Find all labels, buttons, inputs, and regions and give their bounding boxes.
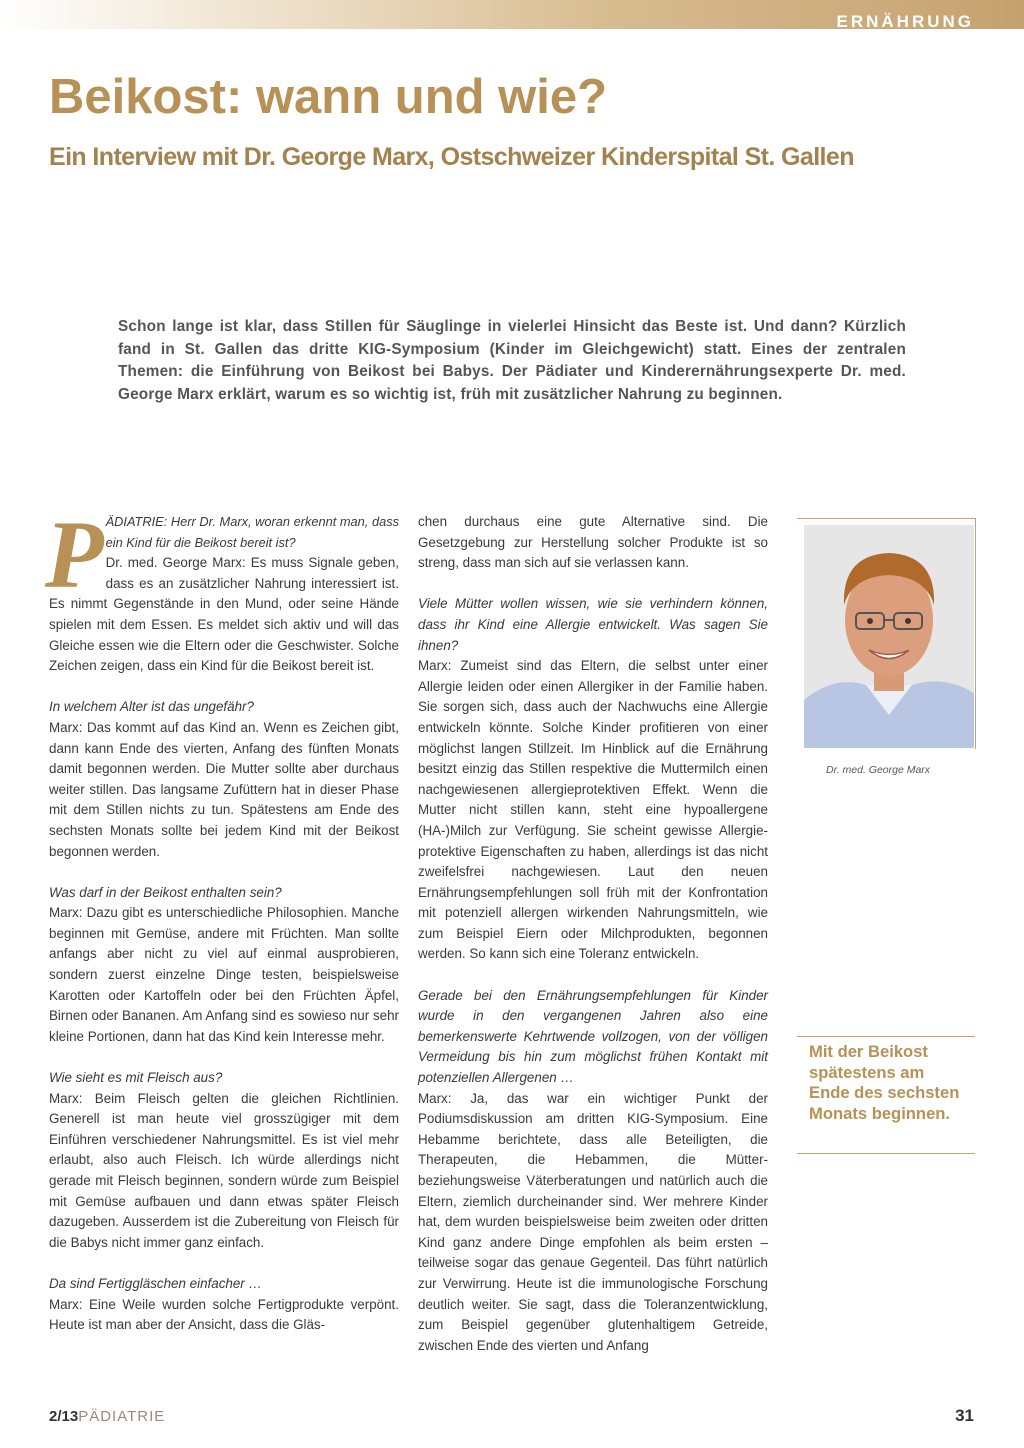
speaker: Marx: xyxy=(49,1296,83,1312)
speaker: Marx: xyxy=(49,1090,83,1106)
lead-paragraph: Schon lange ist klar, dass Stillen für Säuglinge in vielerlei Hinsicht das Beste ist. Und dann? Kürzlich fand in St. Gallen das dritte KIG-Symposium (Kinder im Gleichgewicht) statt. Eines der zentralen Themen: die Einführung von Beikost bei Babys. Der Pädiater und Kinderernährungsexperte Dr. med. George Marx erklärt, warum es so wichtig ist, früh mit zusätzlicher Nahrung zu beginnen. xyxy=(118,318,906,403)
article-title: Beikost: wann und wie? xyxy=(49,70,608,124)
drop-cap: P xyxy=(45,501,104,608)
answer-continued: chen durchaus eine gute Alternative sind. Die Gesetzgebung zur Herstellung solcher Produkte ist so streng, dass man sich auf sie verlassen kann. xyxy=(418,514,768,571)
question: Viele Mütter wollen wissen, wie sie verhindern können, dass ihr Kind eine Allergie entwickelt. Was sagen Sie ihnen? xyxy=(418,596,768,653)
portrait-illustration xyxy=(804,525,974,748)
section-label: ERNÄHRUNG xyxy=(836,12,974,31)
footer-issue xyxy=(49,1408,165,1425)
question: Da sind Fertiggläschen einfacher … xyxy=(49,1275,262,1291)
question: Wie sieht es mit Fleisch aus? xyxy=(49,1070,223,1086)
answer: Marx: Eine Weile wurden solche Fertigprodukte verpönt. Heute ist man aber der Ansicht, dass die Gläs- xyxy=(49,1296,399,1333)
answer: Marx: Dazu gibt es unterschiedliche Philosophien. Manche beginnen mit Gemüse, andere mit Früchten. Man sollte anfangs aber nicht zu viel auf einmal ausprobieren, sondern zuerst einzelne Dinge testen, beispielsweise Karotten oder Kartoffeln oder bei den Früchten Äpfel, Birnen oder Bananen. Am Anfang sind es sowieso nur sehr kleine Portionen, dann hat das Kind kein Interesse mehr. xyxy=(49,905,399,1044)
magazine-name: PÄDIATRIE xyxy=(78,1408,166,1425)
question: Gerade bei den Ernährungsempfehlungen für Kinder wurde in den vergangenen Jahren also eine bemerkenswerte Kehrtwende vollzogen, von der völligen Vermeidung bis hin zum möglichst frühen Kontakt mit potenziellen Allergenen … xyxy=(418,987,768,1086)
text-column-2 xyxy=(418,512,768,1356)
answer: Marx: Ja, das war ein wichtiger Punkt der Podiumsdiskussion am dritten KIG-Symposium. Eine Hebamme berichtete, dass alle Beteiligten, die Therapeuten, die Hebammen, die Mütter- beziehungsweise Väterberatungen und natürlich auch die Eltern, ziemlich durcheinander sind. Wer mehrere Kinder hat, dem wurden beispielsweise beim zweiten oder dritten Kind ganz andere Dinge empfohlen als beim ersten – teilweise sogar das genaue Gegenteil. Das führt natürlich zur Verwirrung. Heute ist die immunologische Forschung deutlich weiter. Sie sagt, dass die Toleranzentwicklung, zum Beispiel gegenüber glutenhaltigem Getreide, zwischen Ende des vierten und Anfang xyxy=(418,1090,768,1353)
speaker: Marx: xyxy=(418,1090,452,1106)
issue-number: 2/13 xyxy=(49,1408,79,1425)
text-column-1 xyxy=(45,501,399,1336)
answer: Dr. med. George Marx: Es muss Signale geben, dass es an zusätzlicher Nahrung interessiert ist. Es nimmt Gegenstände in den Mund, oder seine Hände spielen mit dem Essen. Es meldet sich aktiv und will das Gleiche essen wie die Eltern oder die Geschwister. Solche Zeichen zeigen, dass ein Kind für die Beikost bereit ist. xyxy=(49,555,399,674)
question: Was darf in der Beikost enthalten sein? xyxy=(49,884,282,900)
photo-caption: Dr. med. George Marx xyxy=(826,764,931,776)
question: In welchem Alter ist das ungefähr? xyxy=(49,699,254,715)
speaker: Marx: xyxy=(418,658,452,674)
article-subtitle: Ein Interview mit Dr. George Marx, Ostschweizer Kinderspital St. Gallen xyxy=(49,143,854,171)
answer: Marx: Das kommt auf das Kind an. Wenn es Zeichen gibt, dann kann Ende des vierten, Anfang des fünften Monats damit begonnen werden. Die Mutter sollte aber durchaus weiter stillen. Das langsame Zufüttern hat in dieser Phase mit dem Stillen nichts zu tun. Spätestens am Ende des sechsten Monats sollte bei jedem Kind mit der Beikost begonnen werden. xyxy=(49,719,399,859)
speaker: Marx: xyxy=(49,905,83,921)
pull-quote: Mit der Beikost spätestens am Ende des sechsten Monats beginnen. xyxy=(809,1042,960,1123)
answer: Marx: Beim Fleisch gelten die gleichen Richtlinien. Generell ist man heute viel grosszügiger mit dem Einführen verschiedener Nahrungsmittel. Es ist viel mehr erlaubt, also auch Fleisch. Ich würde allerdings nicht gerade mit Fleisch beginnen, sondern würde zum Beispiel mit Gemüse aufbauen und dann etwas später Fleisch dazugeben. Ausserdem ist die Zubereitung von Fleisch für die Babys nicht immer ganz einfach. xyxy=(49,1090,399,1250)
photo-frame xyxy=(797,518,976,749)
question: ÄDIATRIE: Herr Dr. Marx, woran erkennt man, dass ein Kind für die Beikost bereit ist? xyxy=(105,514,399,550)
speaker: Dr. med. George Marx: xyxy=(105,555,246,571)
answer: Marx: Zumeist sind das Eltern, die selbst unter einer Allergie leiden oder einen Allergiker in der Familie haben. Sie sorgen sich, dass auch der Nachwuchs eine Allergie entwickeln könnte. Solche Kinder profitieren von einer möglichst langen Stillzeit. Im Hinblick auf die Ernährung besitzt einzig das Stillen respektive die Muttermilch einen nachgewiesenen allergieprotektiven Effekt. Wenn die Mutter nicht stillen kann, steht eine hypoallergene (HA-)Milch zur Verfügung. Sie scheint gewisse Allergie-protektive Eigenschaften zu haben, allerdings ist das nicht zweifelsfrei nachgewiesen. Laut den neuen Ernährungsempfehlungen soll früh mit der Konfrontation mit potenziell allergen wirkenden Nahrungsmitteln, wie zum Beispiel Eiern oder Milchprodukten, begonnen werden. So kann sich eine Toleranz entwickeln. xyxy=(418,658,768,962)
speaker: Marx: xyxy=(49,719,83,735)
pull-quote-box xyxy=(797,1036,975,1154)
portrait-photo xyxy=(804,525,974,748)
page-number: 31 xyxy=(955,1406,974,1425)
